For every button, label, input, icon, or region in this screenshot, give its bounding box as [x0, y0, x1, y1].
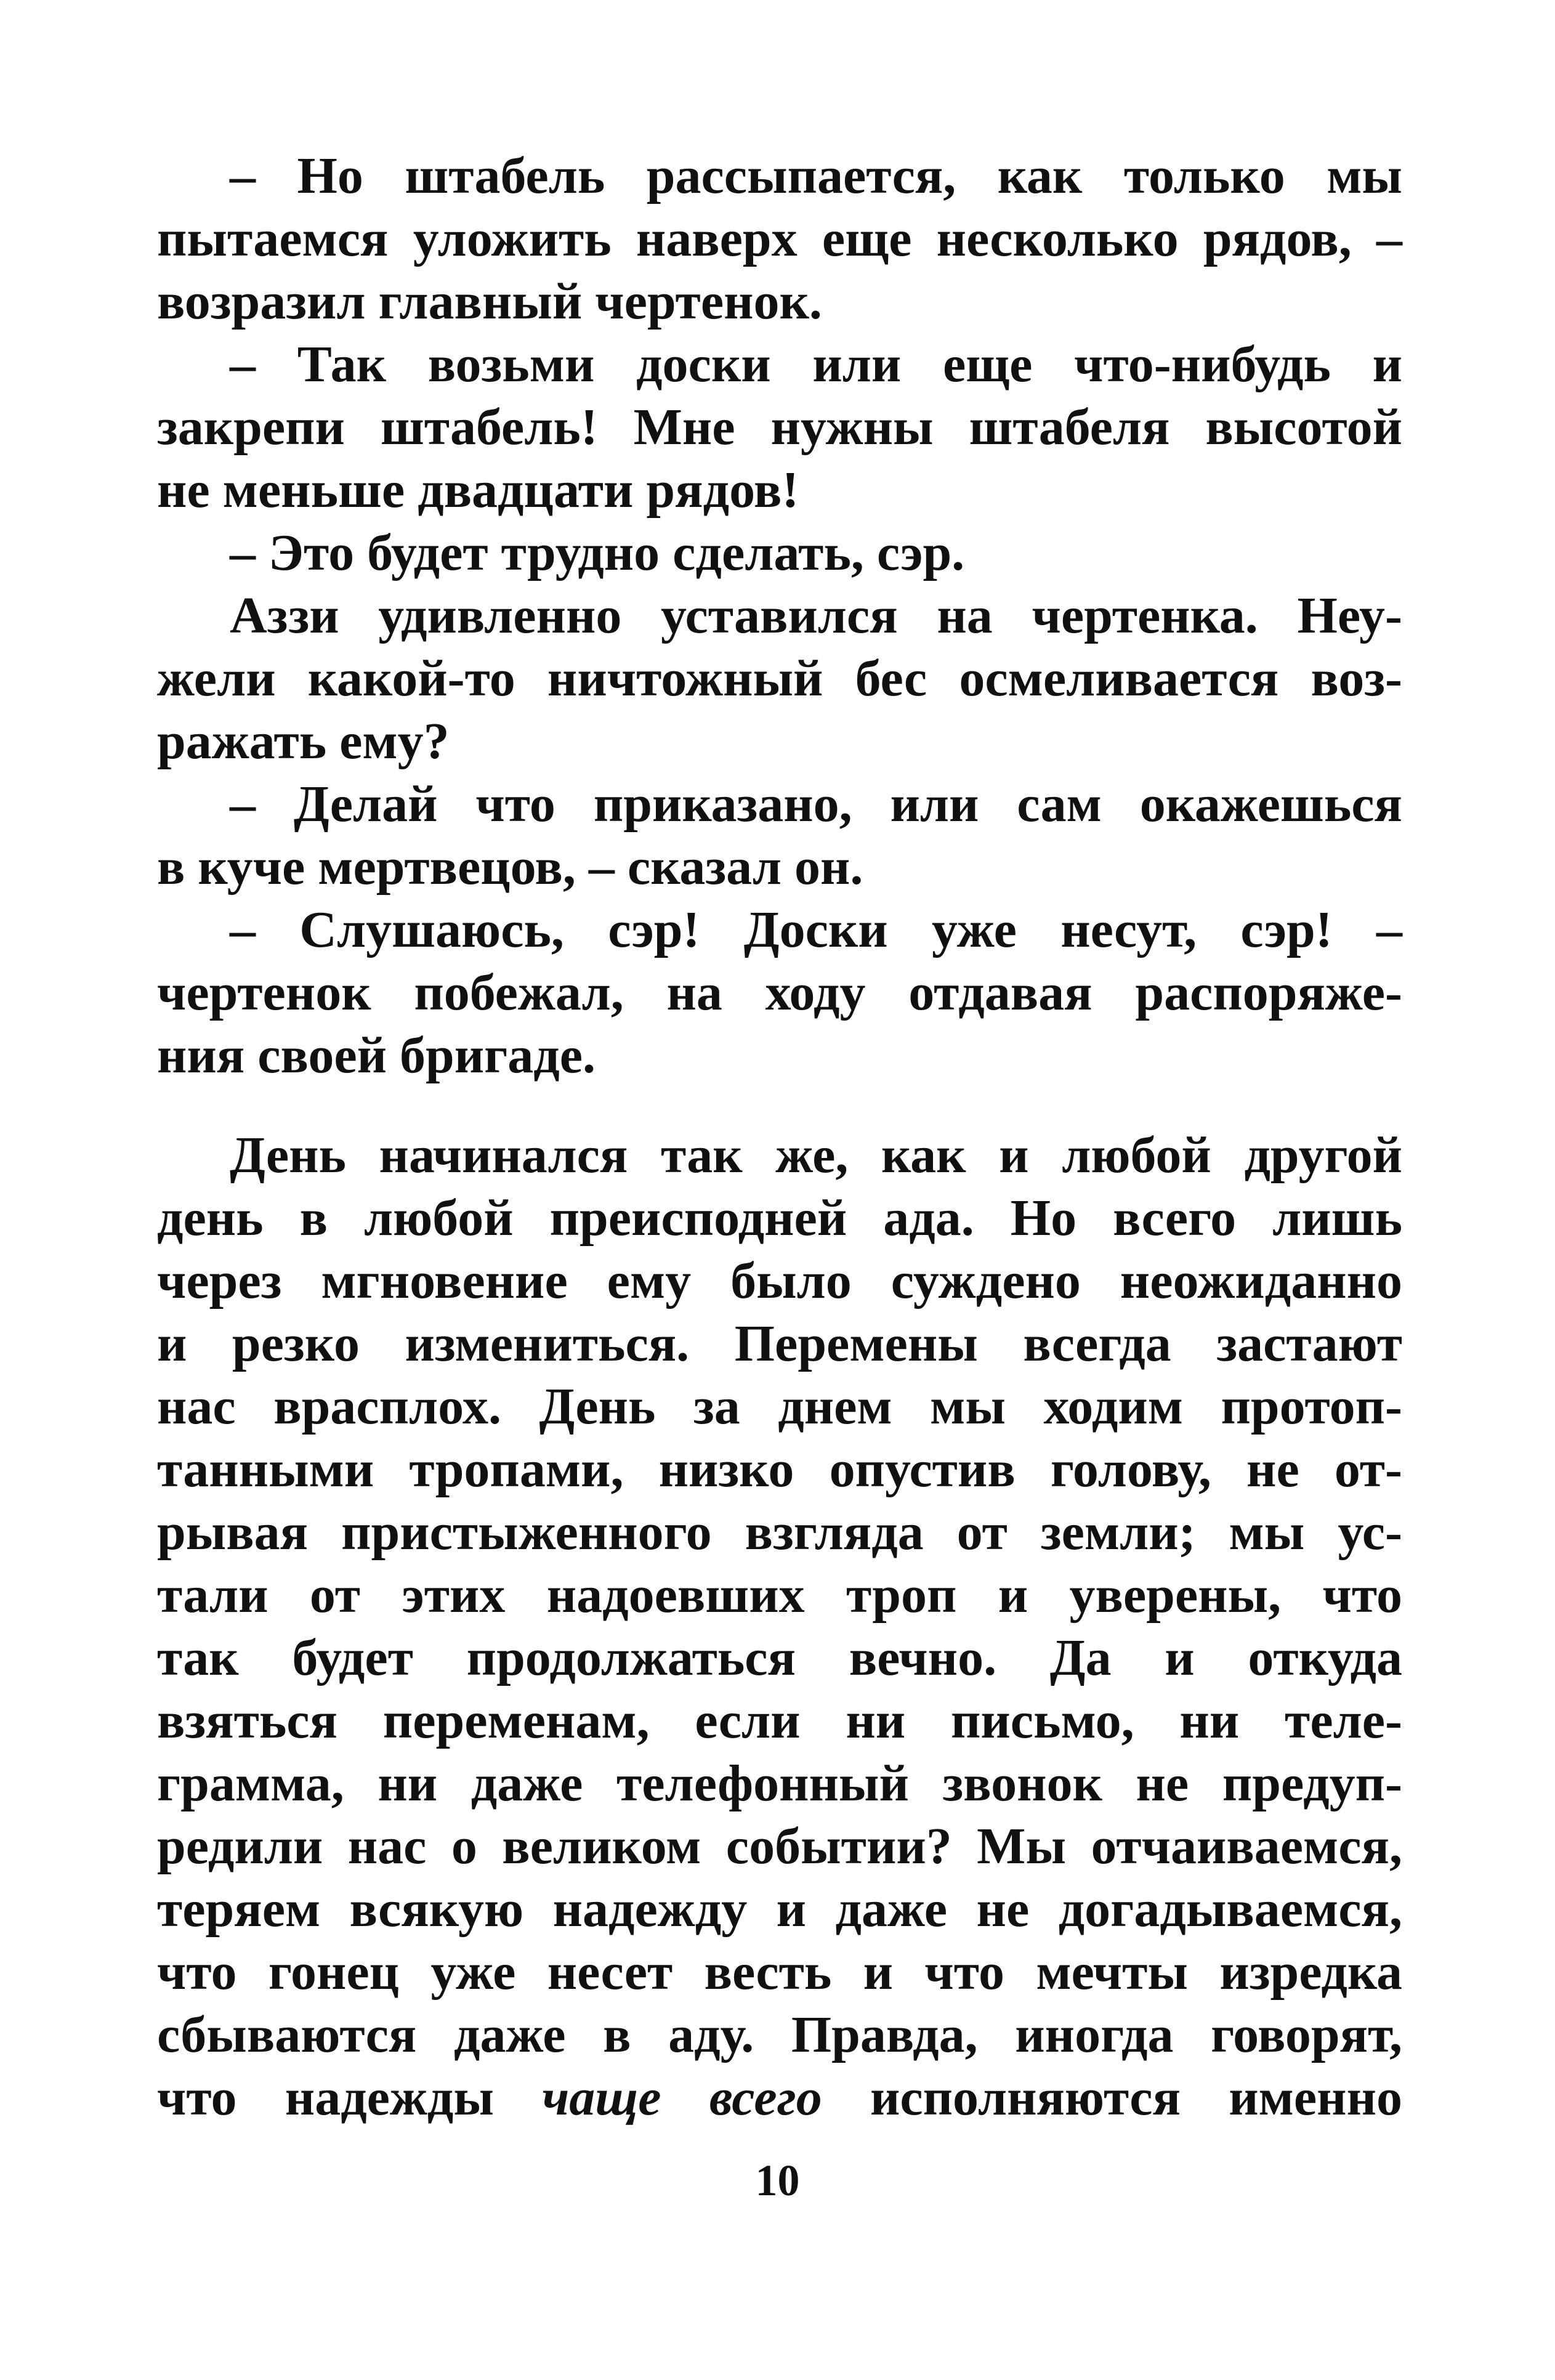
- text-line: сбываются даже в аду. Правда, иногда говорят,: [157, 2006, 1402, 2063]
- text-line: – Слушаюсь, сэр! Доски уже несут, сэр! –: [230, 901, 1402, 958]
- text-line: – Но штабель рассыпается, как только мы: [230, 147, 1402, 204]
- text-line-final: [157, 2066, 1402, 2129]
- text-line: день в любой преисподней ада. Но всего лишь: [157, 1189, 1402, 1247]
- text-line: нас врасплох. День за днем мы ходим протоп-: [157, 1378, 1402, 1435]
- text-line: пытаемся уложить наверх еще несколько рядов, –: [157, 210, 1402, 267]
- text-line: и резко измениться. Перемены всегда застают: [157, 1315, 1402, 1372]
- text-line: ния своей бригаде.: [157, 1027, 596, 1084]
- text-line: закрепи штабель! Мне нужны штабеля высотой: [157, 399, 1402, 456]
- text-line: чертенок побежал, на ходу отдавая распоряже-: [157, 964, 1402, 1021]
- text-line: ражать ему?: [157, 713, 450, 770]
- text-line: так будет продолжаться вечно. Да и откуда: [157, 1629, 1402, 1686]
- final-line-start: что надежды: [157, 2069, 543, 2126]
- text-line: – Делай что приказано, или сам окажешься: [230, 775, 1402, 833]
- text-line: в куче мертвецов, – сказал он.: [157, 838, 863, 896]
- text-line: жели какой-то ничтожный бес осмеливается воз-: [157, 650, 1402, 707]
- text-line: тали от этих надоевших троп и уверены, что: [157, 1566, 1402, 1624]
- text-line: – Это будет трудно сделать, сэр.: [230, 524, 965, 581]
- text-line: танными тропами, низко опустив голову, не от-: [157, 1441, 1402, 1498]
- text-line: редили нас о великом событии? Мы отчаиваемся,: [157, 1818, 1402, 1875]
- text-line: грамма, ни даже телефонный звонок не предуп-: [157, 1755, 1402, 1812]
- text-line: Аззи удивленно уставился на чертенка. Неу-: [230, 587, 1402, 644]
- text-line: что гонец уже несет весть и что мечты изредка: [157, 1943, 1402, 2001]
- italic-emphasis: чаще всего: [542, 2069, 822, 2126]
- text-line: теряем всякую надежду и даже не догадываемся,: [157, 1880, 1402, 1938]
- text-line: взяться переменам, если ни письмо, ни теле-: [157, 1692, 1402, 1749]
- text-line: рывая пристыженного взгляда от земли; мы ус-: [157, 1504, 1402, 1561]
- final-line-end: исполняются именно: [822, 2069, 1402, 2126]
- text-line: возразил главный чертенок.: [157, 273, 822, 330]
- text-line: День начинался так же, как и любой другой: [230, 1127, 1402, 1184]
- narrative-block: [157, 1124, 1402, 2129]
- page-number: 10: [755, 2156, 800, 2205]
- text-line: через мгновение ему было суждено неожиданно: [157, 1252, 1402, 1309]
- dialogue-block: [157, 145, 1402, 1087]
- text-line: – Так возьми доски или еще что-нибудь и: [230, 336, 1402, 393]
- text-line: не меньше двадцати рядов!: [157, 461, 799, 519]
